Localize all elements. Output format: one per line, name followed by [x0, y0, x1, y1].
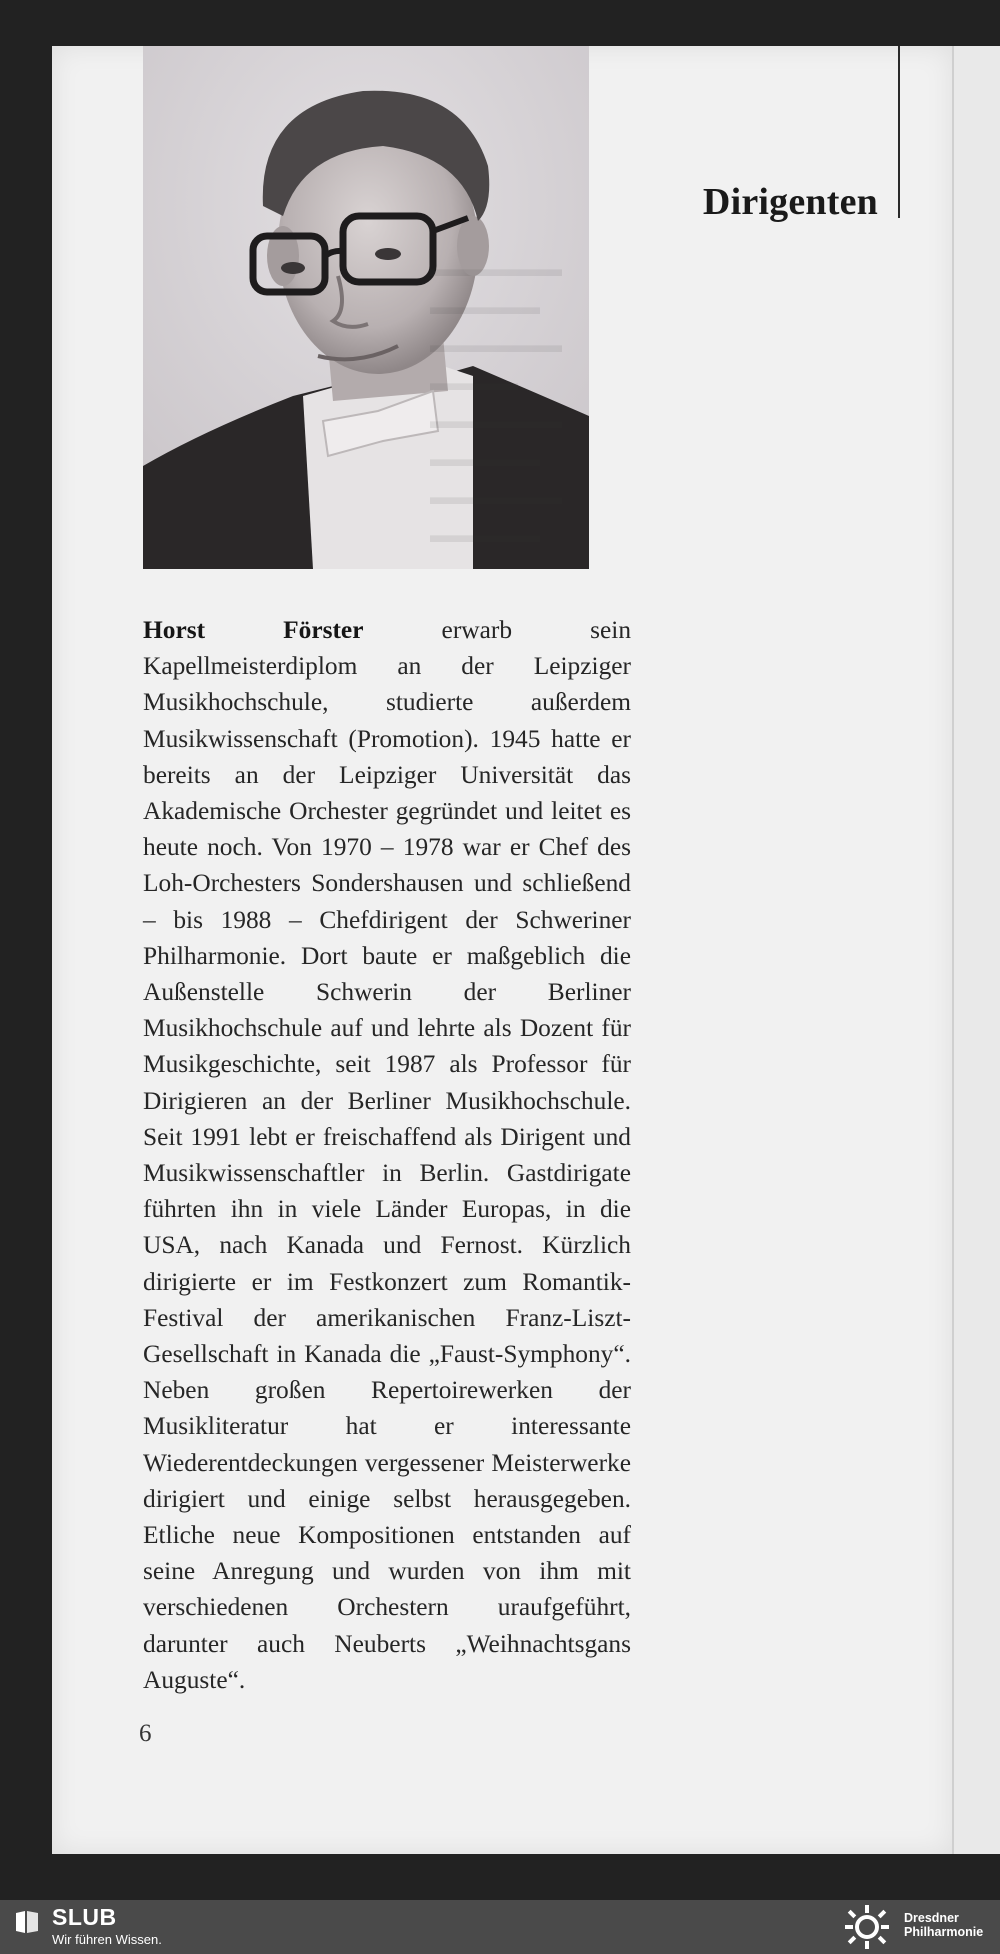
conductor-name: Horst Förster — [143, 616, 364, 644]
heading-rule — [898, 46, 900, 218]
sunburst-icon — [842, 1904, 892, 1950]
section-heading: Dirigenten — [702, 181, 878, 223]
library-tagline: Wir führen Wissen. — [52, 1932, 162, 1947]
partner-name-line1: Dresdner — [904, 1911, 959, 1925]
next-page-edge — [952, 46, 1000, 1854]
conductor-portrait — [143, 46, 589, 569]
partner-name-line2: Philharmonie — [904, 1925, 984, 1939]
book-icon — [14, 1909, 40, 1935]
page-number: 6 — [139, 1720, 152, 1747]
library-name: SLUB — [52, 1904, 117, 1930]
biography-text: erwarb sein Kapellmeisterdiplom an der Leipziger Musikhochschule, studierte außerdem Musikwissenschaft (Promotion). 1945 hatte er bereits an der Leipziger Universität das Akademische Orchester gegründet und leitet es heute noch. Von 1970 – 1978 war er Chef des Loh-Orchesters Sondershausen und schließend – bis 1988 – Chefdirigent der Schweriner Philharmonie. Dort baute er maßgeblich die Außenstelle Schwerin der Berliner Musikhochschule auf und lehrte als Dozent für Musikgeschichte, seit 1987 als Professor für Dirigieren an der Berliner Musikhochschule. Seit 1991 lebt er freischaffend als Dirigent und Musikwissenschaftler in Berlin. Gastdirigate führten ihn in viele Länder Europas, in die USA, nach Kanada und Fernost. Kürzlich dirigierte er im Festkonzert zum Romantik-Festival der amerikanischen Franz-Liszt-Gesellschaft in Kanada die „Faust-Symphony“. Neben großen Repertoirewerken der Musikliteratur hat er interessante Wiederentdeckungen vergessener Meisterwerke dirigiert und einige selbst herausgegeben. Etliche neue Kompositionen entstanden auf seine Anregung und wurden von ihm mit verschiedenen Orchestern uraufgeführt, darunter auch Neuberts „Weihnachtsgans Auguste“. — [143, 616, 632, 1694]
partner-name — [904, 1911, 983, 1939]
viewer-footer — [0, 1900, 1000, 1954]
biography-paragraph — [143, 612, 631, 1698]
